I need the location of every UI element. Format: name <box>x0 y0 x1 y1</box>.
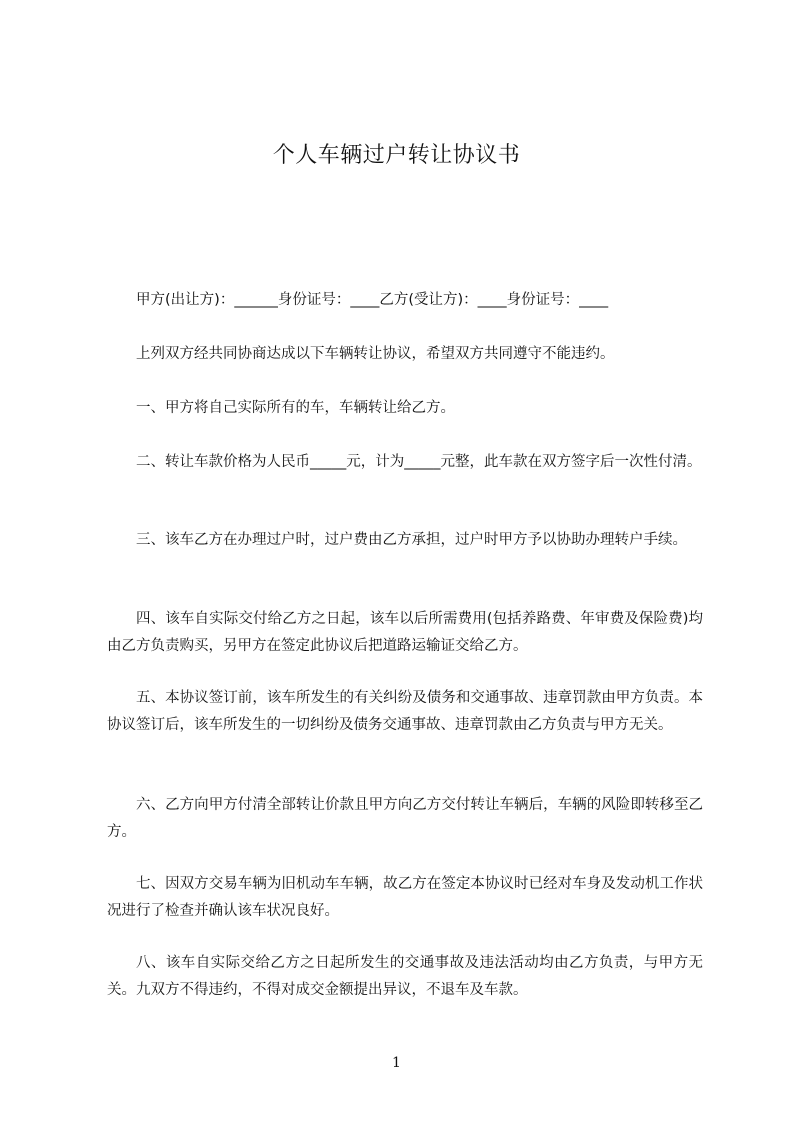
clause-7: 七、因双方交易车辆为旧机动车车辆，故乙方在签定本协议时已经对车身及发动机工作状况进行了检查并确认该车状况良好。 <box>107 876 703 919</box>
page-title: 个人车辆过户转让协议书 <box>272 143 521 168</box>
clause-4: 四、该车自实际交付给乙方之日起，该车以后所需费用(包括养路费、年审费及保险费)均由乙方负责购买，另甲方在签定此协议后把道路运输证交给乙方。 <box>107 611 703 654</box>
intro-paragraph: 上列双方经共同协商达成以下车辆转让协议，希望双方共同遵守不能违约。 <box>136 346 615 362</box>
clause-8: 八、该车自实际交给乙方之日起所发生的交通事故及违法活动均由乙方负责，与甲方无关。九双方不得违约，不得对成交金额提出异议，不退车及车款。 <box>107 955 703 998</box>
page-number: 1 <box>392 1055 401 1071</box>
clause-5: 五、本协议签订前，该车所发生的有关纠纷及债务和交通事故、违章罚款由甲方负责。本协议签订后，该车所发生的一切纠纷及债务交通事故、违章罚款由乙方负责与甲方无关。 <box>107 690 703 733</box>
clause-3: 三、该车乙方在办理过户时，过户费由乙方承担，过户时甲方予以协助办理转户手续。 <box>136 532 687 548</box>
clause-6: 六、乙方向甲方付清全部转让价款且甲方向乙方交付转让车辆后，车辆的风险即转移至乙方。 <box>107 797 703 840</box>
parties-line: 甲方(出让方)：______身份证号：____乙方(受让方)：____身份证号：____ <box>136 292 609 308</box>
clause-1: 一、甲方将自己实际所有的车，车辆转让给乙方。 <box>136 400 455 416</box>
clause-2: 二、转让车款价格为人民币_____元，计为_____元整，此车款在双方签字后一次性付清。 <box>136 454 702 470</box>
